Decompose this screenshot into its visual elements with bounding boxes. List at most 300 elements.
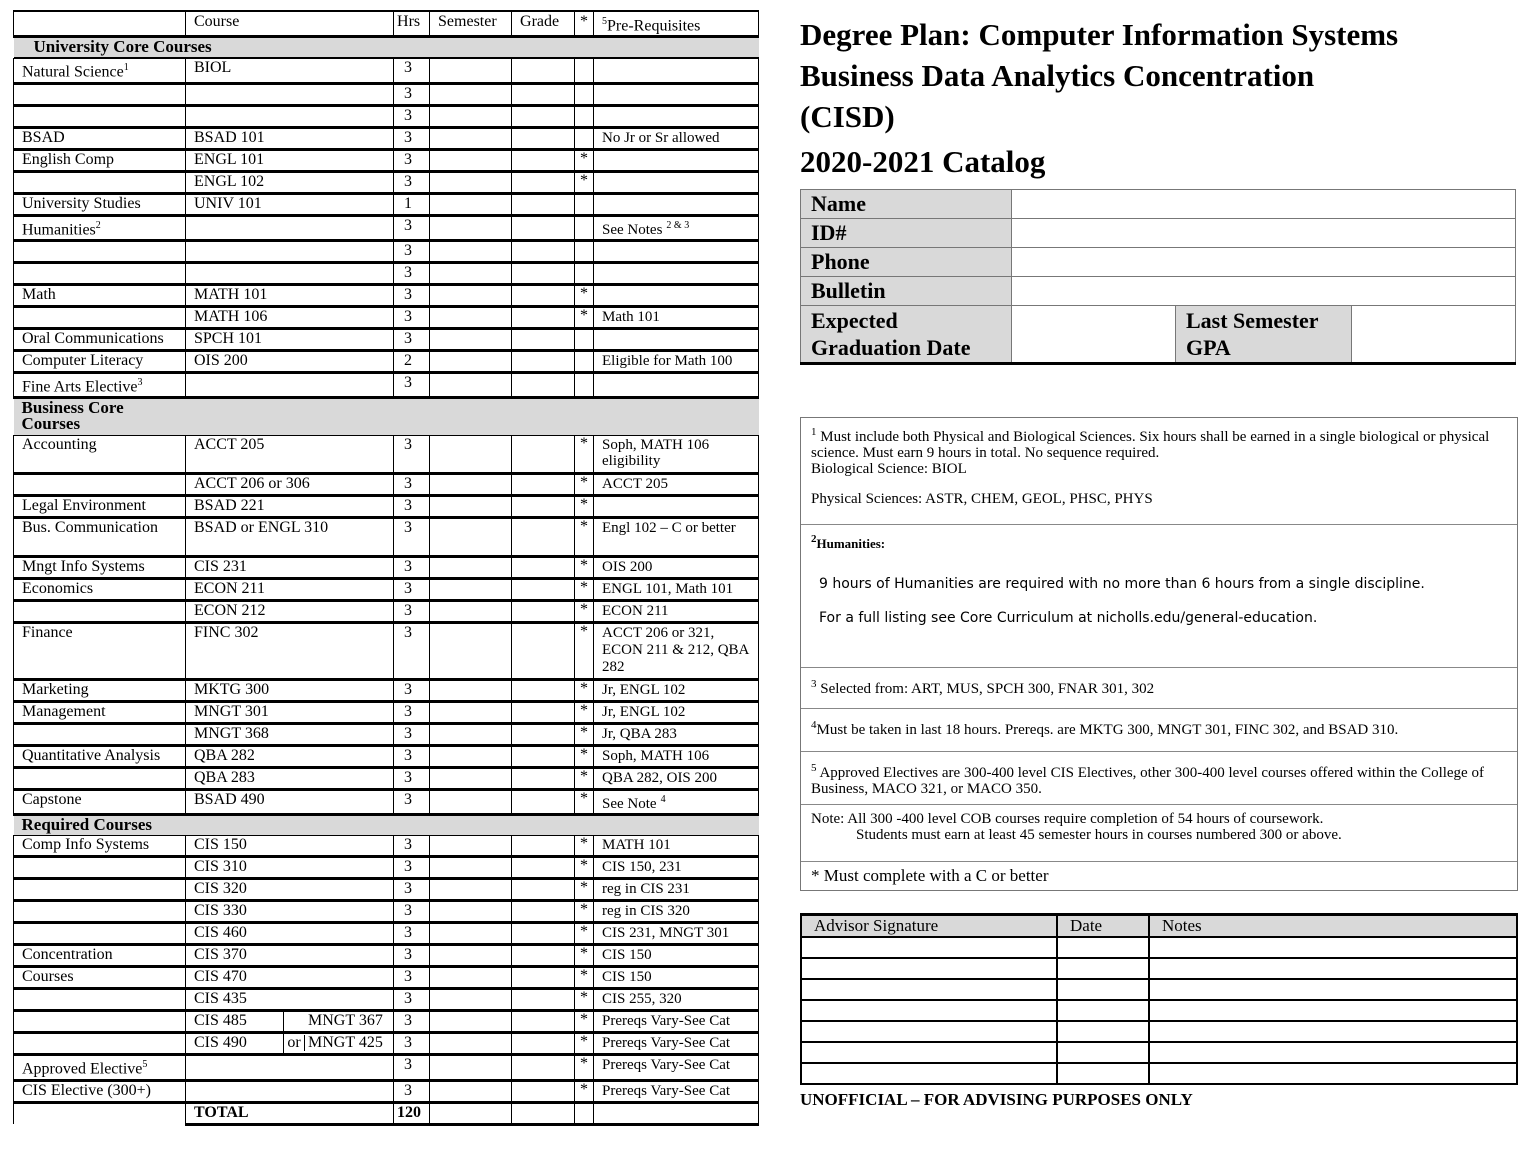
course-row [14,1011,759,1033]
course-row [14,768,759,790]
advisor-notes-field[interactable] [1149,958,1517,979]
semester-field[interactable] [430,557,512,579]
info-bulletin-row [801,277,1516,306]
title-line-2: Business Data Analytics Concentration [800,58,1315,93]
footnote-ref: 3 [137,376,143,388]
course-area [14,724,186,746]
semester-field[interactable] [430,328,512,350]
prerequisites [594,901,759,923]
course-row [14,601,759,623]
c-required-marker: * [575,518,594,557]
advisor-date-field[interactable] [1057,958,1149,979]
course-hours: 3 [394,1011,430,1033]
section-fill [394,815,759,836]
grade-field[interactable] [512,1080,575,1102]
header-prereq-label: Pre-Requisites [607,17,701,35]
advisor-date-field[interactable] [1057,1021,1149,1042]
course-code: BSAD 221 [186,496,394,518]
note-2-title [811,531,1507,552]
course-area [14,1080,186,1102]
course-code [186,83,394,105]
semester-field[interactable] [430,83,512,105]
semester-field[interactable] [430,240,512,262]
grade-field[interactable] [512,857,575,879]
grade-field[interactable] [512,306,575,328]
course-hours: 3 [394,623,430,680]
semester-field[interactable] [430,857,512,879]
note-3-text: Selected from: ART, MUS, SPCH 300, FNAR 301, 302 [820,681,1155,697]
course-hours: 3 [394,496,430,518]
grade-field[interactable] [512,901,575,923]
course-area [14,557,186,579]
advisor-signature-field[interactable] [801,1063,1057,1084]
total-prereq [594,1102,759,1124]
semester-field[interactable] [430,1080,512,1102]
grade-field[interactable] [512,557,575,579]
grade-field[interactable] [512,836,575,857]
prereq-text: Jr, ENGL 102 [602,704,686,721]
note-2-text-a: 9 hours of Humanities are required with no more than 6 hours from a single discipline. [819,576,1425,592]
prerequisites [594,724,759,746]
course-rows [13,58,759,1125]
advisor-notes-field[interactable] [1149,1021,1517,1042]
grade-field[interactable] [512,105,575,127]
course-row [14,193,759,215]
semester-field[interactable] [430,284,512,306]
grade-field[interactable] [512,171,575,193]
advisor-date-field[interactable] [1057,979,1149,1000]
course-code: MATH 106 [186,306,394,328]
area-label: Natural Science [22,63,124,81]
course-area [14,105,186,127]
prerequisites [594,306,759,328]
course-row [14,372,759,397]
prereq-text: ACCT 205 [602,476,668,493]
grade-field[interactable] [512,372,575,397]
header-area [14,11,186,37]
prerequisites [594,857,759,879]
prerequisites [594,518,759,557]
course-hours: 3 [394,518,430,557]
note-must-complete: * Must complete with a C or better [811,866,1049,885]
semester-field[interactable] [430,306,512,328]
course-code: MNGT 368 [186,724,394,746]
semester-field[interactable] [430,836,512,857]
section-required [14,815,759,836]
prerequisites [594,967,759,989]
grade-field[interactable] [512,496,575,518]
area-label: Oral Communications [22,329,164,347]
grade-field[interactable] [512,967,575,989]
semester-field[interactable] [430,350,512,372]
course-code: CIS 310 [186,857,394,879]
grade-field[interactable] [512,746,575,768]
course-row [14,59,759,83]
prereq-text: Math 101 [602,308,660,325]
course-hours: 3 [394,879,430,901]
prerequisites [594,240,759,262]
note-5-text: Approved Electives are 300-400 level CIS Electives, other 300-400 level courses offered within the College of Business, MACO 321, or MACO 350. [811,765,1484,797]
course-row [14,557,759,579]
course-code: BSAD 490 [186,790,394,815]
advisor-notes-field[interactable] [1149,1042,1517,1063]
c-required-marker: * [575,496,594,518]
prereq-text: Prereqs Vary-See Cat [602,1013,731,1030]
course-code: UNIV 101 [186,193,394,215]
semester-field[interactable] [430,790,512,815]
last-semester-gpa-field[interactable] [1352,306,1516,364]
grade-field[interactable] [512,989,575,1011]
id-field[interactable] [1012,219,1516,248]
grade-field[interactable] [512,328,575,350]
course-code: ENGL 102 [186,171,394,193]
course-area [14,1055,186,1080]
section-fill [394,398,759,436]
prerequisites [594,680,759,702]
advisor-notes-field[interactable] [1149,1000,1517,1021]
course-hours: 3 [394,702,430,724]
course-row [14,350,759,372]
prerequisites [594,83,759,105]
semester-field[interactable] [430,171,512,193]
course-row [14,1033,759,1055]
prerequisites [594,768,759,790]
grade-field[interactable] [512,579,575,601]
course-code: CIS 485 [186,1011,284,1033]
semester-field[interactable] [430,1055,512,1080]
semester-field[interactable] [430,436,512,474]
semester-field[interactable] [430,149,512,171]
course-hours: 1 [394,193,430,215]
course-code [186,262,394,284]
c-required-marker: * [575,284,594,306]
course-hours: 3 [394,284,430,306]
prerequisites [594,193,759,215]
semester-field[interactable] [430,496,512,518]
semester-field[interactable] [430,768,512,790]
grade-field[interactable] [512,149,575,171]
course-row [14,680,759,702]
area-label: BSAD [22,128,65,146]
semester-field[interactable] [430,967,512,989]
course-hours: 3 [394,1033,430,1055]
semester-field[interactable] [430,923,512,945]
semester-field[interactable] [430,680,512,702]
alt-course: MNGT 425 [308,1034,383,1052]
course-hours: 2 [394,350,430,372]
course-area [14,59,186,83]
c-required-marker: * [575,702,594,724]
course-code: ENGL 101 [186,149,394,171]
course-code: BIOL [186,59,394,83]
course-row [14,284,759,306]
grade-field[interactable] [512,1011,575,1033]
prerequisites [594,746,759,768]
total-hrs: 120 [394,1102,430,1124]
info-phone-row [801,248,1516,277]
grade-field[interactable] [512,350,575,372]
course-area [14,215,186,240]
c-required-marker: * [575,768,594,790]
alt-course: MNGT 367 [308,1012,383,1030]
course-row [14,836,759,857]
grade-field[interactable] [512,127,575,149]
course-area [14,436,186,474]
c-required-marker [575,105,594,127]
prerequisites [594,601,759,623]
semester-field[interactable] [430,127,512,149]
course-area [14,702,186,724]
grade-field[interactable] [512,879,575,901]
course-area [14,768,186,790]
prereq-text: Eligible for Math 100 [602,352,733,369]
semester-field[interactable] [430,901,512,923]
semester-field[interactable] [430,623,512,680]
section-title: Business Core Courses [14,398,394,436]
grade-field[interactable] [512,945,575,967]
grade-field[interactable] [512,680,575,702]
course-hours: 3 [394,989,430,1011]
area-label: CIS Elective (300+) [22,1081,151,1099]
c-required-marker: * [575,171,594,193]
course-hours: 3 [394,601,430,623]
name-label: Name [801,190,1012,219]
course-area [14,240,186,262]
prereq-text: QBA 282, OIS 200 [602,770,718,787]
name-field[interactable] [1012,190,1516,219]
footnote-ref: 2 & 3 [666,219,690,231]
semester-field[interactable] [430,989,512,1011]
catalog-title: 2020-2021 Catalog [800,144,1046,179]
bulletin-field[interactable] [1012,277,1516,306]
course-code [186,1055,394,1080]
course-code: BSAD 101 [186,127,394,149]
grade-field[interactable] [512,923,575,945]
course-code [186,105,394,127]
semester-field[interactable] [430,1011,512,1033]
semester-field[interactable] [430,879,512,901]
course-row [14,967,759,989]
course-area [14,857,186,879]
course-row [14,306,759,328]
grade-field[interactable] [512,284,575,306]
course-row [14,83,759,105]
prerequisites [594,1055,759,1080]
note-1-physical: Physical Sciences: ASTR, CHEM, GEOL, PHSC, PHYS [811,491,1153,507]
course-table [13,10,759,58]
grade-field[interactable] [512,262,575,284]
expected-graduation-label: Expected Graduation Date [801,306,1012,364]
course-hours: 3 [394,149,430,171]
grade-field[interactable] [512,601,575,623]
semester-field[interactable] [430,372,512,397]
course-area [14,601,186,623]
grade-field[interactable] [512,702,575,724]
grade-field[interactable] [512,768,575,790]
area-label: Quantitative Analysis [22,747,161,765]
course-hours: 3 [394,240,430,262]
area-label: Management [22,703,106,721]
course-area [14,372,186,397]
grade-field[interactable] [512,83,575,105]
semester-field[interactable] [430,1033,512,1055]
semester-field[interactable] [430,702,512,724]
grade-field[interactable] [512,215,575,240]
course-area [14,127,186,149]
advisor-signature-header: Advisor Signature [801,915,1057,938]
grade-field[interactable] [512,724,575,746]
prereq-text: CIS 150 [602,969,652,986]
semester-field[interactable] [430,105,512,127]
advisor-signature-field[interactable] [801,1042,1057,1063]
course-code: MNGT 301 [186,702,394,724]
area-label: Concentration [22,946,113,964]
c-required-marker: * [575,1033,594,1055]
semester-field[interactable] [430,724,512,746]
semester-field[interactable] [430,601,512,623]
advisor-date-field[interactable] [1057,1000,1149,1021]
semester-field[interactable] [430,474,512,496]
course-code: ECON 211 [186,579,394,601]
section-university-core [14,37,759,58]
header-prereq [594,11,759,37]
total-blank [14,1102,186,1124]
course-area [14,306,186,328]
note-2-heading: Humanities: [816,536,886,551]
course-hours: 3 [394,171,430,193]
course-area [14,262,186,284]
course-area [14,579,186,601]
prereq-text: reg in CIS 320 [602,903,690,920]
c-required-marker [575,372,594,397]
course-hours: 3 [394,372,430,397]
grade-field[interactable] [512,193,575,215]
prerequisites [594,127,759,149]
advisor-signature-field[interactable] [801,1021,1057,1042]
prerequisites [594,945,759,967]
course-hours: 3 [394,836,430,857]
course-hours: 3 [394,215,430,240]
course-hours: 3 [394,579,430,601]
note-5 [801,752,1517,805]
note-1-body: Must include both Physical and Biological Sciences. Six hours shall be earned in a single biological or physical science. Must earn 9 hours in total. No sequence required. [811,429,1490,461]
title-line-1: Degree Plan: Computer Information Systems [800,17,1399,52]
section-business-core [14,398,759,436]
course-hours: 3 [394,945,430,967]
course-area [14,149,186,171]
advisor-table [800,913,1518,1085]
advisor-notes-field[interactable] [1149,937,1517,958]
student-info-table [800,189,1516,365]
area-label: Humanities [22,220,96,238]
prereq-text: Prereqs Vary-See Cat [602,1082,731,1099]
semester-field[interactable] [430,193,512,215]
grade-field[interactable] [512,474,575,496]
c-required-marker: * [575,306,594,328]
course-row [14,879,759,901]
advisor-row [801,1021,1517,1042]
advisor-signature-field[interactable] [801,937,1057,958]
notes-box [800,417,1518,891]
header-course: Course [186,11,394,37]
grade-field[interactable] [512,1033,575,1055]
area-label: University Studies [22,194,141,212]
course-row [14,746,759,768]
semester-field[interactable] [430,59,512,83]
advisor-notes-field[interactable] [1149,979,1517,1000]
semester-field[interactable] [430,945,512,967]
grade-field[interactable] [512,240,575,262]
course-row [14,579,759,601]
expected-graduation-field[interactable] [1012,306,1176,364]
course-code: OIS 200 [186,350,394,372]
prerequisites [594,171,759,193]
grade-field[interactable] [512,518,575,557]
grade-field[interactable] [512,1055,575,1080]
advisor-signature-field[interactable] [801,1000,1057,1021]
advisor-date-field[interactable] [1057,1063,1149,1084]
grade-field[interactable] [512,790,575,815]
grade-field[interactable] [512,436,575,474]
advisor-date-field[interactable] [1057,937,1149,958]
course-area [14,623,186,680]
advisor-signature-field[interactable] [801,958,1057,979]
prereq-text: CIS 231, MNGT 301 [602,925,730,942]
advisor-date-field[interactable] [1057,1042,1149,1063]
note-5-number: 5 [811,762,817,774]
course-area [14,284,186,306]
total-label: TOTAL [186,1102,394,1124]
semester-field[interactable] [430,518,512,557]
note-4 [801,709,1517,752]
advisor-date-header: Date [1057,915,1149,938]
prereq-text: ECON 211 [602,603,669,620]
course-area [14,1011,186,1033]
course-hours: 3 [394,436,430,474]
course-table-panel [13,10,758,1126]
course-code: MATH 101 [186,284,394,306]
or-label: or [284,1035,305,1051]
semester-field[interactable] [430,215,512,240]
course-area [14,836,186,857]
advisor-signature-field[interactable] [801,979,1057,1000]
course-row [14,105,759,127]
grade-field[interactable] [512,623,575,680]
course-hours: 3 [394,306,430,328]
c-required-marker: * [575,879,594,901]
course-code: CIS 150 [186,836,394,857]
course-area [14,945,186,967]
course-area [14,923,186,945]
advisor-notes-field[interactable] [1149,1063,1517,1084]
course-area [14,518,186,557]
course-row [14,945,759,967]
grade-field[interactable] [512,59,575,83]
c-required-marker: * [575,836,594,857]
semester-field[interactable] [430,746,512,768]
phone-field[interactable] [1012,248,1516,277]
area-label: English Comp [22,150,115,168]
area-label: Marketing [22,681,89,699]
course-row [14,724,759,746]
course-hours: 3 [394,923,430,945]
area-label: Courses [22,968,74,986]
advisor-row [801,937,1517,958]
semester-field[interactable] [430,262,512,284]
footnote-ref: 5 [142,1059,148,1071]
footnote-ref: 1 [123,62,129,74]
semester-field[interactable] [430,579,512,601]
